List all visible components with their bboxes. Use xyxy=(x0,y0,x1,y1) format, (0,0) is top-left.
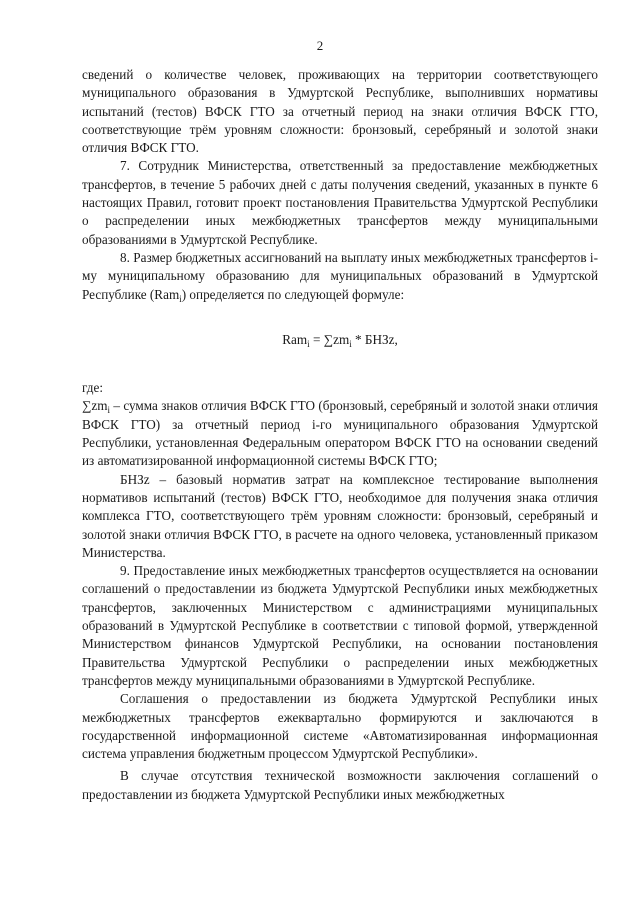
formula-bnz: * БНЗz, xyxy=(351,331,398,347)
paragraph-agreements: Соглашения о предоставлении из бюджета Удмуртской Республики иных межбюджетных трансфертов ежеквартально формируются и заключаются в государственной информационной системе «Автоматизированная информационная система управления бюджетным процессом Удмуртской Республики». xyxy=(82,691,598,762)
paragraph-8-text-b: ) определяется по следующей формуле: xyxy=(181,286,405,302)
formula-sum: = ∑zm xyxy=(309,331,350,347)
where-label: где: xyxy=(82,380,103,396)
document-body xyxy=(82,66,598,804)
paragraph-8-subscript: i xyxy=(179,293,182,304)
formula-ram: Ram xyxy=(282,331,308,347)
paragraph-8-text-a: 8. Размер бюджетных ассигнований на выплату иных межбюджетных трансфертов i-му муниципальному образованию для муниципальных образований в Удмуртской Республике (Ram xyxy=(82,249,598,302)
paragraph-last: В случае отсутствия технической возможности заключения соглашений о предоставлении из бюджета Удмуртской Республики иных межбюджетных xyxy=(82,768,598,802)
definition-bnz: БНЗz – базовый норматив затрат на комплексное тестирование выполнения нормативов испытаний (тестов) ВФСК ГТО, необходимое для получения знака отличия комплекса ГТО, соответствующего трём уровням сложности: бронзовый, серебряный и золотой знаки отличия ВФСК ГТО, в расчете на одного человека, установленный приказом Министерства. xyxy=(82,471,598,560)
paragraph-7: 7. Сотрудник Министерства, ответственный за предоставление межбюджетных трансфертов, в течение 5 рабочих дней с даты получения сведений, указанных в пункте 6 настоящих Правил, готовит проект постановления Правительства Удмуртской Республики о распределении иных межбюджетных трансфертов между муниципальными образованиями в Удмуртской Республике. xyxy=(82,158,598,247)
paragraph-8 xyxy=(82,249,598,304)
definition-sum-text: – сумма знаков отличия ВФСК ГТО (бронзовый, серебряный и золотой знаки отличия ВФСК ГТО) за отчетный период i-го муниципального образования Удмуртской Республики, установленная Федеральным оператором ВФСК ГТО на основании сведений из автоматизированной информационной системы ВФСК ГТО; xyxy=(82,398,598,469)
formula-sub-2: i xyxy=(349,338,352,349)
formula-sub-1: i xyxy=(307,338,310,349)
page-number: 2 xyxy=(316,38,324,53)
formula xyxy=(82,331,598,349)
paragraph-9: 9. Предоставление иных межбюджетных трансфертов осуществляется на основании соглашений о предоставлении из бюджета Удмуртской Республики иных межбюджетных трансфертов, заключенных Министерством с администрациями муниципальных образований в Удмуртской Республике в соответствии с типовой формой, утвержденной Министерством финансов Удмуртской Республики, на основании постановления Правительства Удмуртской Республики о распределении иных межбюджетных трансфертов между муниципальными образованиями в Удмуртской Республике. xyxy=(82,563,598,688)
definition-sum-symbol: ∑zm xyxy=(82,398,108,414)
definition-sum-subscript: i xyxy=(107,405,111,416)
paragraph-continuation: сведений о количестве человек, проживающих на территории соответствующего муниципального образования в Удмуртской Республике, выполнивших нормативы испытаний (тестов) ВФСК ГТО за отчетный период на знаки отличия ВФСК ГТО, соответствующие трём уровням сложности: бронзовый, серебряный и золотой знаки отличия ВФСК ГТО. xyxy=(82,67,598,156)
definition-sum xyxy=(82,397,598,470)
